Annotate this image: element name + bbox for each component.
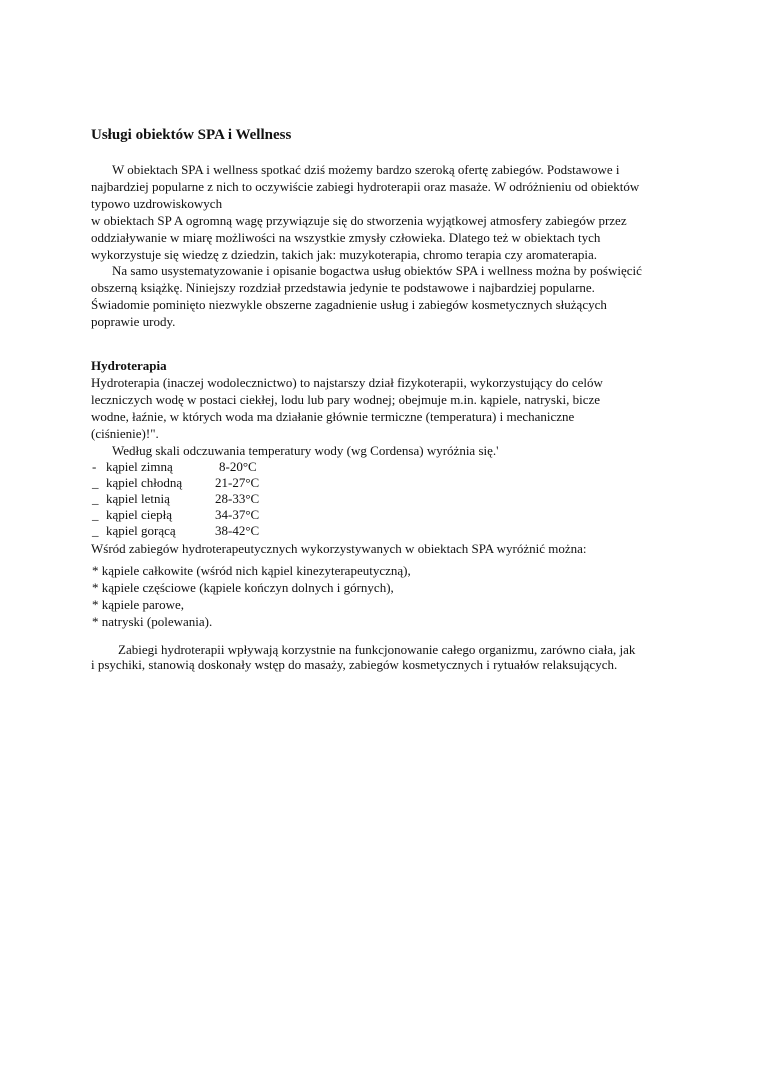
treatments-intro: Wśród zabiegów hydroterapeutycznych wykorzystywanych w obiektach SPA wyróżnić można:	[91, 541, 587, 556]
bath-type: kąpiel letnią	[106, 491, 170, 507]
intro-line: oddziaływanie w miarę możliwości na wszystkie zmysły człowieka. Dlatego też w obiektach tych	[91, 229, 601, 245]
temperature-range: 38-42°C	[215, 523, 260, 539]
hydro-line: leczniczych wodę w postaci ciekłej, lodu lub pary wodnej; obejmuje m.in. kąpiele, natryski, bicze	[91, 391, 600, 407]
row-marker: _	[92, 475, 99, 491]
hydro-line: (ciśnienie)!".	[91, 425, 159, 441]
closing-line: i psychiki, stanowią doskonały wstęp do masaży, zabiegów kosmetycznych i rytuałów relaksujących.	[91, 657, 618, 672]
bath-type: kąpiel gorącą	[106, 523, 176, 539]
temperature-range: 28-33°C	[215, 491, 260, 507]
list-item: * kąpiele parowe,	[92, 597, 185, 612]
row-marker: _	[92, 523, 99, 539]
row-marker: _	[92, 491, 99, 507]
intro-line: Świadomie pominięto niezwykle obszerne zagadnienie usług i zabiegów kosmetycznych służących	[91, 297, 607, 313]
intro-line: najbardziej popularne z nich to oczywiście zabiegi hydroterapii oraz masaże. W odróżnieniu od obiektów	[91, 178, 640, 194]
list-item: * kąpiele częściowe (kąpiele kończyn dolnych i górnych),	[92, 580, 394, 595]
list-item: * kąpiele całkowite (wśród nich kąpiel kinezyterapeutyczną),	[92, 563, 411, 578]
document-title: Usługi obiektów SPA i Wellness	[91, 127, 292, 143]
intro-line: typowo uzdrowiskowych	[91, 195, 223, 211]
intro-line: poprawie urody.	[91, 314, 176, 330]
bath-type: kąpiel chłodną	[106, 475, 183, 491]
bath-type: kąpiel ciepłą	[106, 507, 173, 523]
intro-line: W obiektach SPA i wellness spotkać dziś możemy bardzo szeroką ofertę zabiegów. Podstawowe i	[112, 162, 620, 177]
closing-line: Zabiegi hydroterapii wpływają korzystnie na funkcjonowanie całego organizmu, zarówno ciała, jak	[118, 642, 636, 657]
intro-line: Na samo usystematyzowanie i opisanie bogactwa usług obiektów SPA i wellness można by poświęcić	[112, 263, 642, 279]
row-marker: _	[92, 507, 99, 523]
intro-paragraph	[91, 162, 642, 331]
intro-line: wykorzystuje się wiedzę z dziedzin, takich jak: muzykoterapia, chromo terapia czy aromaterapia.	[91, 246, 598, 262]
temperature-range: 34-37°C	[215, 507, 260, 523]
hydro-line: Hydroterapia (inaczej wodolecznictwo) to najstarszy dział fizykoterapii, wykorzystujący do celów	[91, 374, 603, 390]
row-marker: -	[92, 459, 97, 474]
treatments-list	[92, 562, 411, 630]
list-item: * natryski (polewania).	[92, 614, 213, 629]
hydroterapia-section	[91, 358, 603, 459]
temperature-range: 21-27°C	[215, 475, 260, 491]
hydro-line: Według skali odczuwania temperatury wody (wg Cordensa) wyróżnia się.'	[112, 442, 499, 458]
hydro-line: wodne, łaźnie, w których woda ma działanie głównie termiczne (temperatura) i mechaniczne	[91, 408, 575, 424]
section-heading: Hydroterapia	[91, 358, 167, 373]
intro-line: w obiektach SP A ogromną wagę przywiązuje się do stworzenia wyjątkowej atmosfery zabiegów przez	[91, 212, 627, 228]
temperature-range: 8-20°C	[219, 459, 257, 474]
intro-line: obszerną książkę. Niniejszy rozdział przedstawia jedynie te podstawowe i najbardziej popularne.	[91, 280, 595, 296]
bath-type: kąpiel zimną	[106, 459, 173, 474]
closing-paragraph	[91, 642, 666, 672]
